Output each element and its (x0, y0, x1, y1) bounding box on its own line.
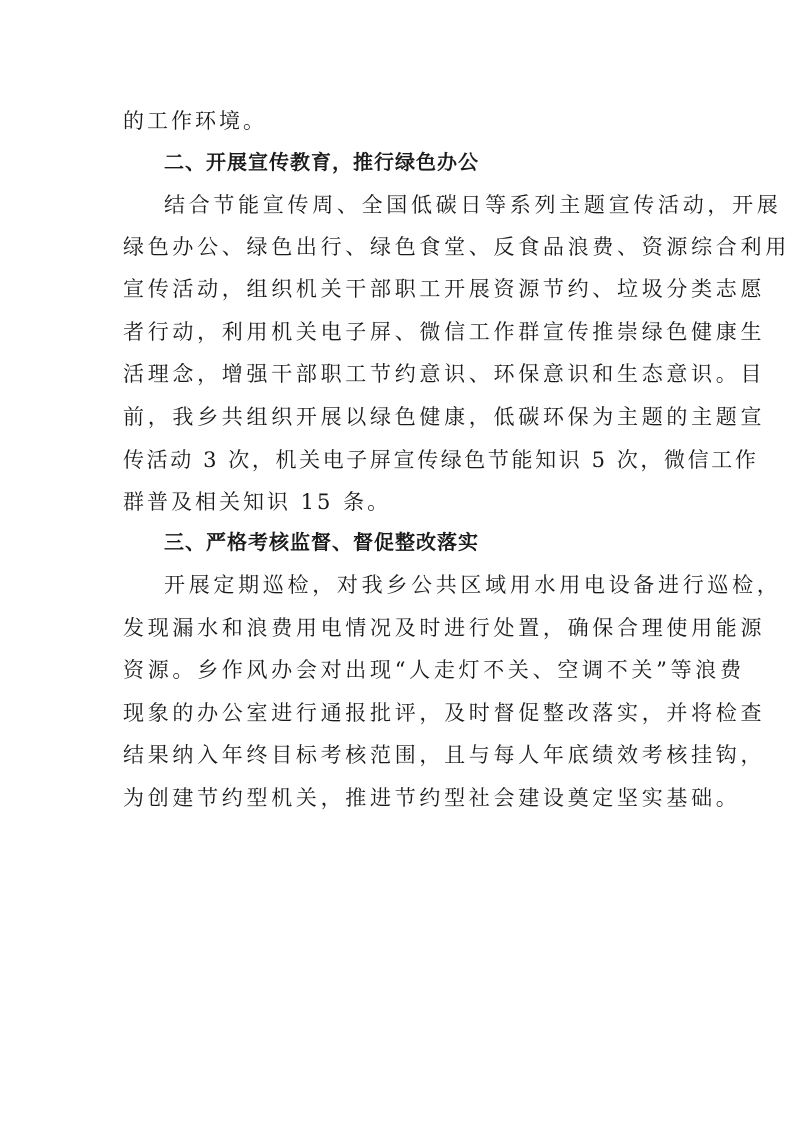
body-line: 结果纳入年终目标考核范围，且与每人年底绩效考核挂钩， (123, 743, 766, 767)
body-line: 为创建节约型机关，推进节约型社会建设奠定坚实基础。 (123, 786, 741, 810)
body-line: 发现漏水和浪费用电情况及时进行处置，确保合理使用能源 (123, 616, 766, 640)
body-line: 群普及相关知识 15 条。 (123, 490, 392, 514)
section-heading: 三、严格考核监督、督促整改落实 (164, 530, 479, 554)
body-line: 现象的办公室进行通报批评，及时督促整改落实，并将检查 (123, 701, 766, 725)
body-line: 资源。乡作风办会对出现“人走灯不关、空调不关”等浪费 (123, 658, 745, 682)
body-line: 开展定期巡检，对我乡公共区域用水用电设备进行巡检， (164, 573, 782, 597)
body-line: 宣传活动，组织机关干部职工开展资源节约、垃圾分类志愿 (123, 277, 766, 301)
body-line: 绿色办公、绿色出行、绿色食堂、反食品浪费、资源综合利用 (123, 235, 790, 259)
body-line: 传活动 3 次，机关电子屏宣传绿色节能知识 5 次，微信工作 (123, 448, 759, 472)
body-line: 的工作环境。 (123, 109, 267, 133)
body-line: 者行动，利用机关电子屏、微信工作群宣传推崇绿色健康生 (123, 320, 766, 344)
section-heading: 二、开展宣传教育，推行绿色办公 (164, 150, 479, 174)
body-line: 前，我乡共组织开展以绿色健康，低碳环保为主题的主题宣 (123, 405, 766, 429)
body-line: 结合节能宣传周、全国低碳日等系列主题宣传活动，开展 (164, 193, 782, 217)
body-line: 活理念，增强干部职工节约意识、环保意识和生态意识。目 (123, 362, 766, 386)
